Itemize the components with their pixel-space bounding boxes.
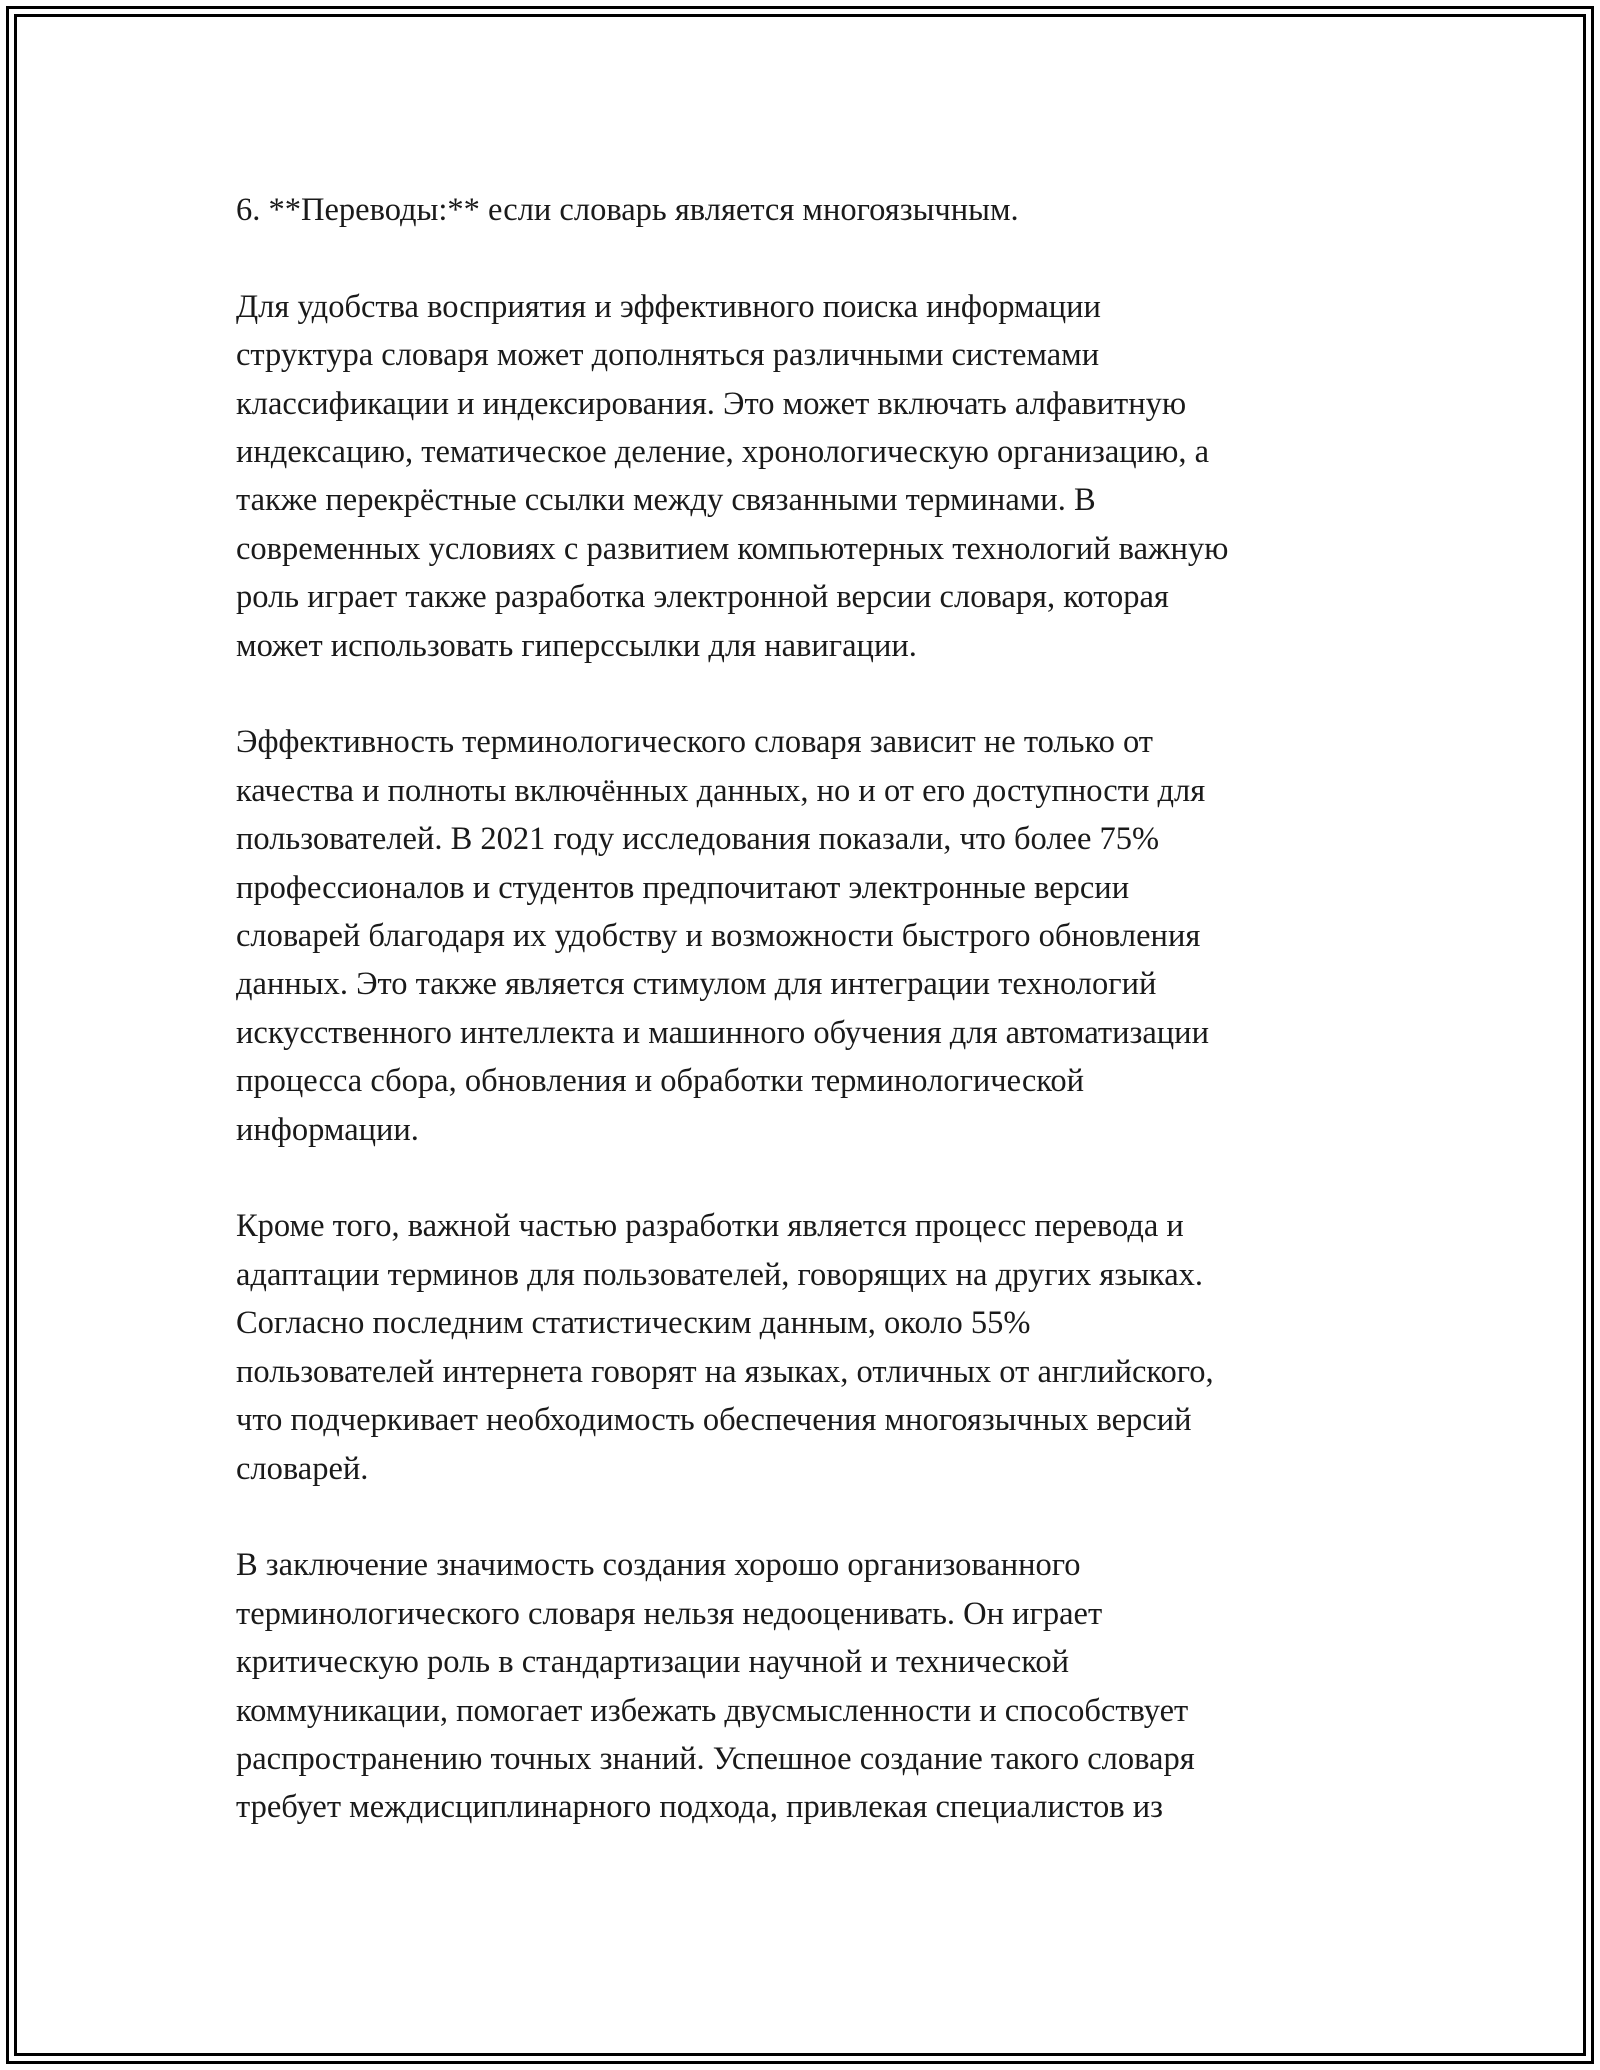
paragraph-effectiveness (236, 718, 1396, 1154)
text-line: Для удобства восприятия и эффективного поиска информации (236, 288, 1101, 325)
text-line: что подчеркивает необходимость обеспечения многоязычных версий (236, 1402, 1192, 1439)
text-line: коммуникации, помогает избежать двусмысленности и способствует (236, 1692, 1189, 1729)
paragraph-conclusion (236, 1541, 1396, 1831)
text-line: процесса сбора, обновления и обработки терминологической (236, 1063, 1085, 1100)
text-line: информации. (236, 1111, 419, 1148)
text-line: словарей. (236, 1450, 369, 1487)
paragraph-translation-adaptation (236, 1202, 1396, 1492)
text-line: распространению точных знаний. Успешное создание такого словаря (236, 1740, 1195, 1777)
text-line: критическую роль в стандартизации научной и технической (236, 1644, 1069, 1681)
text-line: качества и полноты включённых данных, но и от его доступности для (236, 772, 1206, 809)
text-line: классификации и индексирования. Это может включать алфавитную (236, 385, 1187, 422)
paragraph-structure (236, 283, 1396, 670)
document-body (236, 186, 1396, 1880)
text-line: Эффективность терминологического словаря зависит не только от (236, 724, 1153, 761)
text-line: также перекрёстные ссылки между связанными терминами. В (236, 482, 1096, 519)
text-line: современных условиях с развитием компьютерных технологий важную (236, 530, 1229, 567)
text-line: пользователей. В 2021 году исследования показали, что более 75% (236, 821, 1160, 858)
text-line: терминологического словаря нельзя недооценивать. Он играет (236, 1595, 1103, 1632)
text-line: роль играет также разработка электронной версии словаря, которая (236, 579, 1169, 616)
text-line: Согласно последним статистическим данным, около 55% (236, 1305, 1031, 1342)
text-line: требует междисциплинарного подхода, привлекая специалистов из (236, 1789, 1164, 1826)
text-line: В заключение значимость создания хорошо организованного (236, 1547, 1081, 1584)
text-line: профессионалов и студентов предпочитают электронные версии (236, 869, 1130, 906)
text-line: адаптации терминов для пользователей, говорящих на других языках. (236, 1256, 1204, 1293)
paragraph-translations-item (236, 186, 1396, 234)
text-line: индексацию, тематическое деление, хронологическую организацию, а (236, 434, 1210, 471)
text-line: данных. Это также является стимулом для интеграции технологий (236, 966, 1157, 1003)
text-line: может использовать гиперссылки для навигации. (236, 627, 917, 664)
text-line: словарей благодаря их удобству и возможности быстрого обновления (236, 918, 1201, 955)
text-line: 6. **Переводы:** если словарь является многоязычным. (236, 192, 1019, 228)
text-line: пользователей интернета говорят на языках, отличных от английского, (236, 1353, 1214, 1390)
text-line: Кроме того, важной частью разработки является процесс перевода и (236, 1208, 1184, 1245)
text-line: искусственного интеллекта и машинного обучения для автоматизации (236, 1014, 1209, 1051)
text-line: структура словаря может дополняться различными системами (236, 337, 1100, 374)
